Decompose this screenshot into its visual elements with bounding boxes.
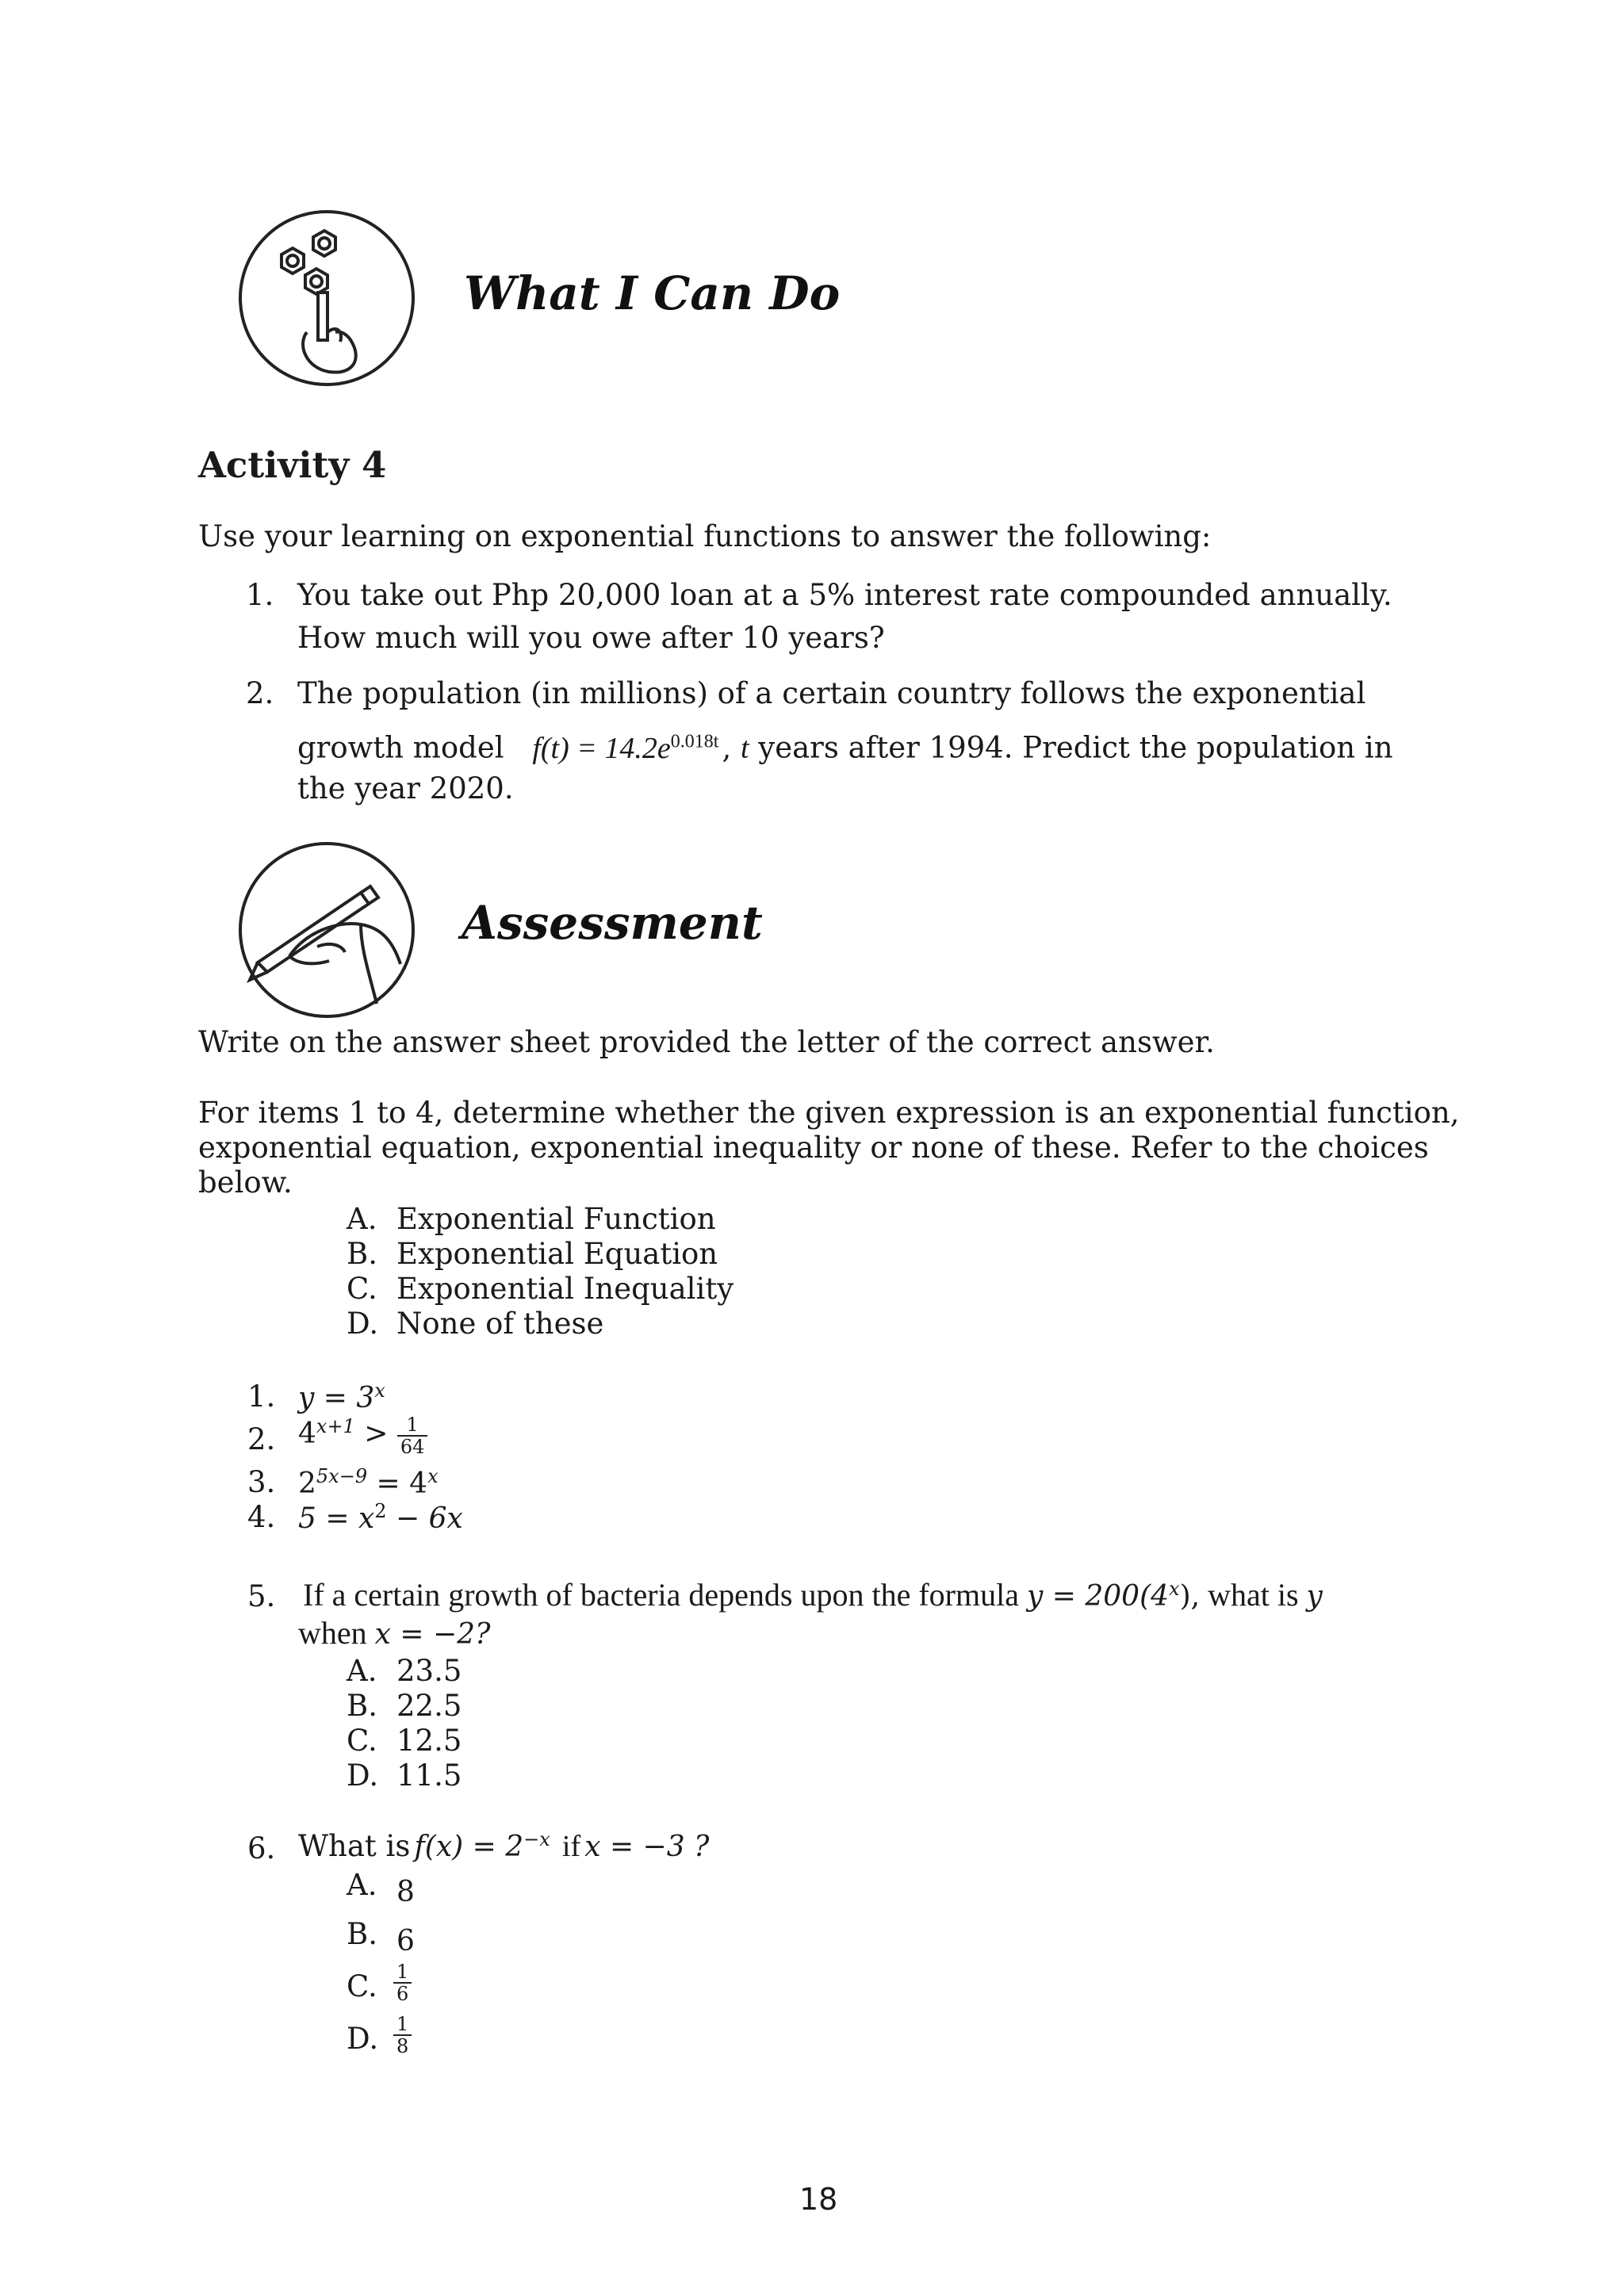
assessment-title: Assessment <box>462 896 763 950</box>
activity-item-2-line1: The population (in millions) of a certain country follows the exponential <box>297 676 1366 710</box>
growth-model-label: growth model <box>297 730 504 765</box>
choice-b-text: Exponential Equation <box>396 1237 718 1271</box>
question-6-number: 6. <box>247 1831 276 1866</box>
question-5-option-a-text: 23.5 <box>396 1654 462 1688</box>
activity-item-1-line2: How much will you owe after 10 years? <box>297 621 885 655</box>
question-6-option-c-letter: C. <box>347 1969 377 2003</box>
question-5-option-b-letter: B. <box>347 1689 377 1723</box>
what-i-can-do-title: What I Can Do <box>464 266 841 320</box>
question-6-option-c-fraction: $\frac{1}{6}$ <box>393 1961 412 2004</box>
question-6-option-d-fraction: $\frac{1}{8}$ <box>393 2014 412 2057</box>
pencil-hand-icon <box>239 842 415 1018</box>
choice-c-letter: C. <box>347 1272 377 1306</box>
question-6-option-a-letter: A. <box>347 1868 377 1902</box>
question-5-option-c-text: 12.5 <box>396 1724 462 1758</box>
activity-item-1-number: 1. <box>246 578 274 612</box>
question-5-option-d-text: 11.5 <box>396 1758 462 1793</box>
question-5-stem-line1: If a certain growth of bacteria depends upon the formula $y = 200(4^x)$, what is y <box>303 1577 1323 1613</box>
question-3-expression: $2^{5x-9} = 4^x$ <box>298 1465 439 1500</box>
question-2-number: 2. <box>247 1422 276 1456</box>
variable-t: t <box>740 731 749 765</box>
question-6-option-b-text: 6 <box>396 1925 415 1957</box>
activity-item-2-line2 <box>297 720 1393 770</box>
question-6-stem: What is $f(x) = 2^{-x}$ if x = −3 ? <box>298 1828 710 1863</box>
question-5-option-d-letter: D. <box>347 1758 379 1793</box>
question-4-expression: $5 = x^2 - 6x$ <box>298 1500 463 1535</box>
question-5-option-b-text: 22.5 <box>396 1689 462 1723</box>
items-1-4-intro-line2: exponential equation, exponential inequality or none of these. Refer to the choices <box>198 1131 1429 1165</box>
question-5-number: 5. <box>247 1579 276 1613</box>
items-1-4-intro-line3: below. <box>198 1165 293 1200</box>
growth-model-suffix: years after 1994. Predict the population in <box>758 730 1393 765</box>
choice-c-text: Exponential Inequality <box>396 1272 734 1306</box>
question-6-option-b-letter: B. <box>347 1917 377 1951</box>
fraction-1-64: $\frac{1}{64}$ <box>397 1414 428 1457</box>
items-1-4-intro-line1: For items 1 to 4, determine whether the given expression is an exponential function, <box>198 1096 1460 1130</box>
activity-item-1-line1: You take out Php 20,000 loan at a 5% interest rate compounded annually. <box>297 578 1392 612</box>
growth-model-exponent: 0.018t <box>670 731 719 752</box>
activity-instruction: Use your learning on exponential functions to answer the following: <box>198 519 1212 553</box>
question-5-option-a-letter: A. <box>347 1654 377 1688</box>
page-number: 18 <box>799 2182 838 2217</box>
assessment-instruction: Write on the answer sheet provided the letter of the correct answer. <box>198 1025 1215 1059</box>
activity-item-2-line3: the year 2020. <box>297 771 514 806</box>
choice-b-letter: B. <box>347 1237 377 1271</box>
choice-a-letter: A. <box>347 1202 377 1236</box>
choice-a-text: Exponential Function <box>396 1202 716 1236</box>
activity-item-2-number: 2. <box>246 676 274 710</box>
growth-model-formula: $f(t) = 14.2e^{0.018t}$ <box>532 731 719 765</box>
question-5-option-c-letter: C. <box>347 1724 377 1758</box>
question-1-number: 1. <box>247 1380 276 1414</box>
question-5-formula: $y = 200(4^x)$, <box>1026 1578 1201 1613</box>
choice-d-letter: D. <box>347 1307 379 1341</box>
question-6-formula: $f(x) = 2^{-x}$ <box>414 1828 550 1863</box>
question-4-number: 4. <box>247 1500 276 1534</box>
wrench-hand-icon <box>239 210 415 386</box>
choice-d-text: None of these <box>396 1307 604 1341</box>
question-5-stem-line2: when x = −2? <box>298 1615 491 1651</box>
activity-title: Activity 4 <box>198 444 387 486</box>
question-6-option-d-letter: D. <box>347 2022 379 2056</box>
question-1-expression: $y = 3^x$ <box>298 1380 385 1414</box>
question-3-number: 3. <box>247 1465 276 1499</box>
question-6-option-a-text: 8 <box>396 1876 415 1908</box>
question-2-expression: $4^{x+1}$ > $\frac{1}{64}$ <box>298 1414 427 1457</box>
formula-comma: , <box>722 730 732 765</box>
